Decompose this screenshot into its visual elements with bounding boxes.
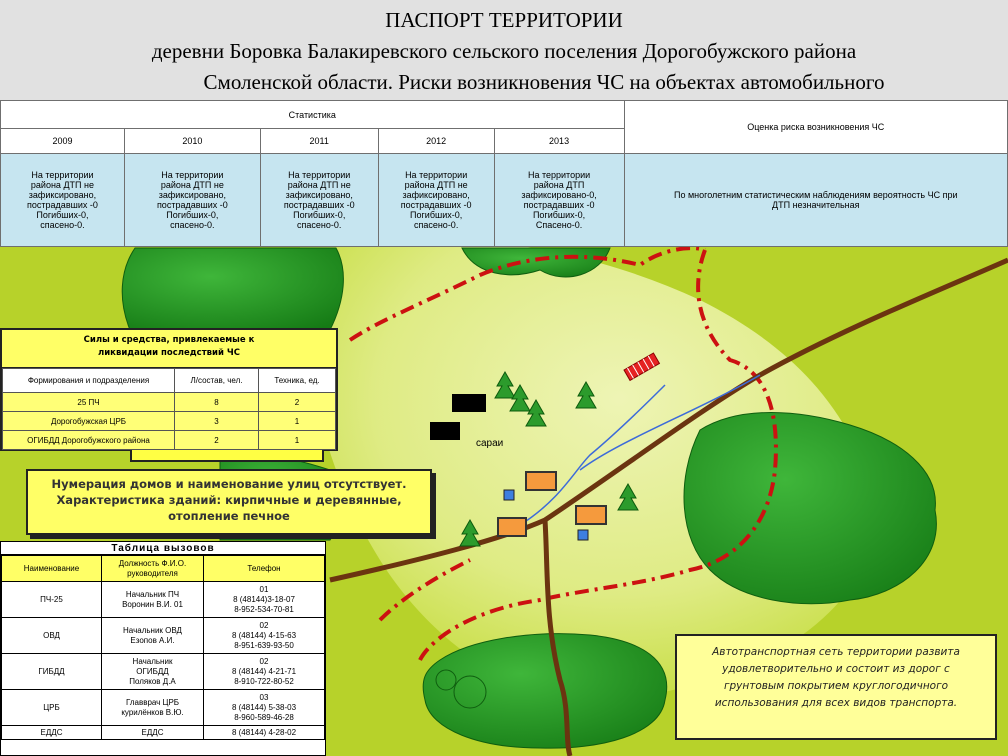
year-2009: 2009 [1, 129, 125, 154]
forces-col-units: Формирования и подразделения [3, 369, 175, 393]
risk-assessment-text: По многолетним статистическим наблюдениям вероятность ЧС при ДТП незначительная [624, 154, 1007, 247]
year-2012: 2012 [378, 129, 494, 154]
header-line-1: ПАСПОРТ ТЕРРИТОРИИ [385, 8, 623, 32]
calls-row: ПЧ-25 Начальник ПЧ Воронин В.И. 01 01 8 (48144)3-18-07 8-952-534-70-81 [2, 582, 325, 618]
forces-panel-underbar [130, 450, 324, 462]
stat-cell-2011: На территории района ДТП не зафиксировано, пострадавших -0 Погибших-0, спасено-0. [260, 154, 378, 247]
year-2010: 2010 [124, 129, 260, 154]
calls-table [1, 555, 325, 740]
calls-col-phone: Телефон [204, 556, 325, 582]
statistics-table [0, 100, 1008, 247]
road-network-note: Автотранспортная сеть территории развита удовлетворительно и состоит из дорог с грунтовым покрытием круглогодичного использования для всех видов транспорта. [675, 634, 997, 740]
outbuilding-1 [504, 490, 514, 500]
stat-cell-2013: На территории района ДТП зафиксировано-0, пострадавших -0 Погибших-0, Спасено-0. [494, 154, 624, 247]
forces-col-vehicles: Техника, ед. [259, 369, 336, 393]
forces-col-staff: Л/состав, чел. [175, 369, 259, 393]
forest-northwest [122, 248, 343, 330]
calls-row: ОВД Начальник ОВД Езопов А.И. 02 8 (48144) 4-15-63 8-951-639-93-50 [2, 618, 325, 654]
header-line-3: Смоленской области. Риски возникновения ЧС на объектах автомобильного [203, 70, 885, 94]
forces-title: Силы и средства, привлекаемые к ликвидации последствий ЧС [2, 330, 336, 368]
stat-cell-2010: На территории района ДТП не зафиксировано, пострадавших -0 Погибших-0, спасено-0. [124, 154, 260, 247]
forces-panel [0, 328, 338, 451]
house-2 [576, 506, 606, 524]
calls-col-name: Наименование [2, 556, 102, 582]
forest-south [423, 634, 667, 748]
shed-2 [430, 422, 460, 440]
header-line-2: деревни Боровка Балакиревского сельского поселения Дорогобужского района [151, 39, 857, 63]
forces-row: ОГИБДД Дорогобужского района 2 1 [3, 431, 336, 450]
forces-row: 25 ПЧ 8 2 [3, 393, 336, 412]
calls-title: Таблица вызовов [1, 542, 325, 555]
outbuilding-2 [578, 530, 588, 540]
shed-1 [452, 394, 486, 412]
year-2013: 2013 [494, 129, 624, 154]
stat-cell-2009: На территории района ДТП не зафиксировано, пострадавших -0 Погибших-0, спасено-0. [1, 154, 125, 247]
stat-cell-2012: На территории района ДТП не зафиксировано, пострадавших -0 Погибших-0, спасено-0. [378, 154, 494, 247]
risk-header: Оценка риска возникновения ЧС [624, 101, 1007, 154]
calls-panel [0, 541, 326, 756]
forces-table [2, 368, 336, 450]
page-header [0, 0, 1008, 100]
buildings-notice: Нумерация домов и наименование улиц отсутствует. Характеристика зданий: кирпичные и деревянные, отопление печное [26, 469, 432, 535]
year-2011: 2011 [260, 129, 378, 154]
sarai-label: сараи [476, 438, 504, 449]
calls-row: ГИБДД Начальник ОГИБДД Поляков Д.А 02 8 (48144) 4-21-71 8-910-722-80-52 [2, 654, 325, 690]
calls-row: ЕДДС ЕДДС 8 (48144) 4-28-02 [2, 726, 325, 740]
forces-row: Дорогобужская ЦРБ 3 1 [3, 412, 336, 431]
house-3 [498, 518, 526, 536]
house-1 [526, 472, 556, 490]
statistics-title: Статистика [1, 101, 625, 129]
calls-col-head: Должность Ф.И.О. руководителя [102, 556, 204, 582]
calls-row: ЦРБ Главврач ЦРБ курилёнков В.Ю. 03 8 (48144) 5-38-03 8-960-589-46-28 [2, 690, 325, 726]
